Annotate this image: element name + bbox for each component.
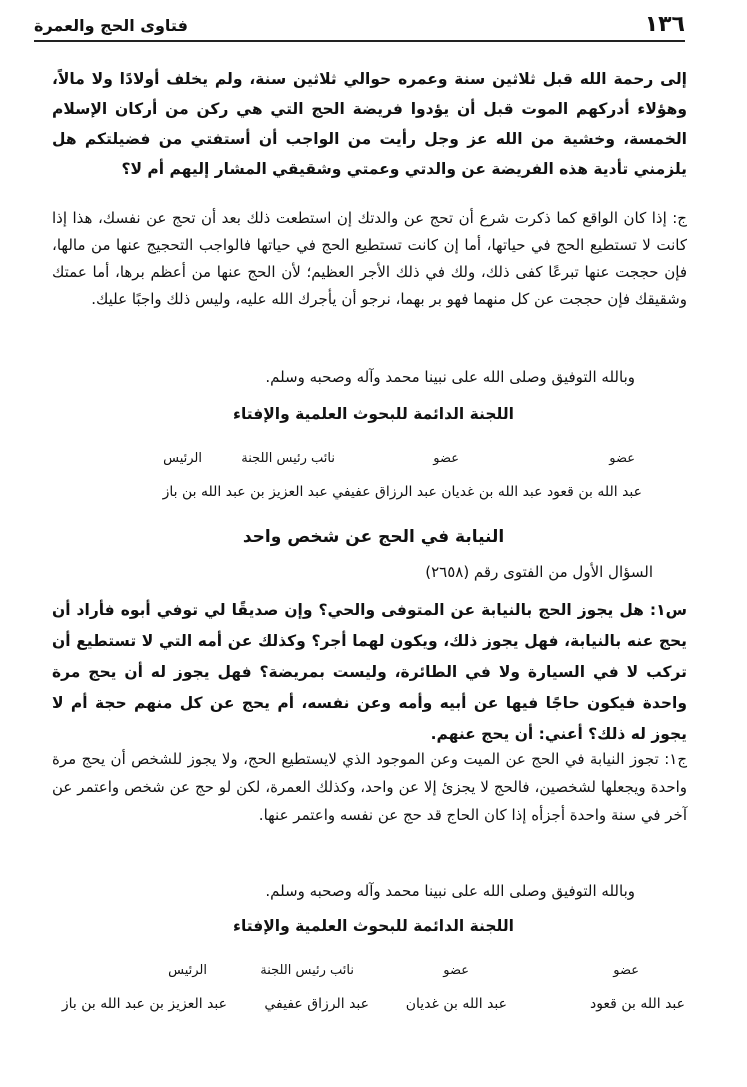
- role-vice-chairman: نائب رئيس اللجنة: [260, 963, 354, 978]
- committee-title: اللجنة الدائمة للبحوث العلمية والإفتاء: [233, 917, 514, 935]
- committee-names: [0, 484, 747, 506]
- committee-title: اللجنة الدائمة للبحوث العلمية والإفتاء: [233, 405, 514, 423]
- question-continuation: إلى رحمة الله قبل ثلاثين سنة وعمره حوالي ثلاثين سنة، ولم يخلف أولادًا ولا مالاً، وهؤلاء أدركهم الموت قبل أن يؤدوا فريضة الحج التي هي ركن من أركان الإسلام الخمسة، وخشية من الله عز وجل رأيت من الواجب أن أستفتي من فضيلتكم هل يلزمني تأدية هذه الفريضة عن والدتي وعمتي وشقيقي المشار إليهم أم لا؟: [52, 70, 687, 178]
- committee-names-line: عبد الله بن قعود عبد الله بن غديان عبد الرزاق عفيفي عبد العزيز بن عبد الله بن باز: [162, 484, 642, 500]
- page-number: ١٣٦: [644, 12, 685, 37]
- committee-names: [0, 996, 747, 1018]
- role-member: عضو: [433, 451, 459, 466]
- answer-paragraph: ج١: تجوز النيابة في الحج عن الميت وعن الموجود الذي لايستطيع الحج، ولا يجوز للشخص أن يحج مرة واحدة ويجعلها لشخصين، فالحج لا يجزئ إلا عن واحد، وكذلك العمرة، لكن لو حج عن شخص واعتمر عن آخر في سنة واحدة أجزأه إذا كان الحاج قد حج عن نفسه واعتمر عنها.: [52, 750, 687, 824]
- closing-formula: وبالله التوفيق وصلى الله على نبينا محمد وآله وصحبه وسلم.: [265, 882, 635, 900]
- closing-formula: وبالله التوفيق وصلى الله على نبينا محمد وآله وصحبه وسلم.: [265, 368, 635, 386]
- committee-roles: [0, 963, 747, 985]
- question-paragraph: س١: هل يجوز الحج بالنيابة عن المتوفى والحي؟ وإن صديقًا لي توفي أبوه فأراد أن يحج عنه بالنيابة، فهل يجوز ذلك، ويكون لهما أجر؟ وكذلك عن أمه التي لا تستطيع أن تركب لا في السيارة ولا في الطائرة، وليست بمريضة؟ فهل يجوز له أن يحج مرة واحدة فيكون حاجًا فيها عن أبيه وأمه وعن نفسه، أم يحج عن كل منهم حجة أم لا يجوز له ذلك؟ أعني: أن يحج عنهم.: [52, 601, 687, 743]
- running-title: فتاوى الحج والعمرة: [34, 16, 188, 35]
- role-member: عضو: [613, 963, 639, 978]
- answer-paragraph: ج: إذا كان الواقع كما ذكرت شرع أن تحج عن والدتك إن استطعت ذلك بعد أن تحج عن نفسك، هذا إذا كانت لا تستطيع الحج في حياتها، أما إن كانت تستطيع الحج في حياتها فالواجب التحجيج عنها من مالها، فإن حججت عنها تبرعًا كفى ذلك، ولك في ذلك الأجر العظيم؛ لأن الحج عنها من أعظم برها، أما عمتك وشقيقك فإن حججت عن كل منهما فهو بر بهما، نرجو أن يأجرك الله عليه، وليس ذلك واجبًا عليك.: [52, 209, 687, 308]
- role-chairman: الرئيس: [168, 963, 207, 978]
- member-name: عبد العزيز بن عبد الله بن باز: [61, 996, 227, 1012]
- section-title: النيابة في الحج عن شخص واحد: [242, 527, 505, 547]
- member-name: عبد الله بن غديان: [405, 996, 507, 1012]
- role-member: عضو: [443, 963, 469, 978]
- role-vice-chairman: نائب رئيس اللجنة: [241, 451, 335, 466]
- page-header: [34, 14, 685, 42]
- committee-roles: [0, 451, 747, 473]
- member-name: عبد الله بن قعود: [589, 996, 685, 1012]
- role-chairman: الرئيس: [163, 451, 202, 466]
- role-member: عضو: [609, 451, 635, 466]
- fatwa-number: السؤال الأول من الفتوى رقم (٢٦٥٨): [425, 563, 653, 581]
- member-name: عبد الرزاق عفيفي: [264, 996, 369, 1012]
